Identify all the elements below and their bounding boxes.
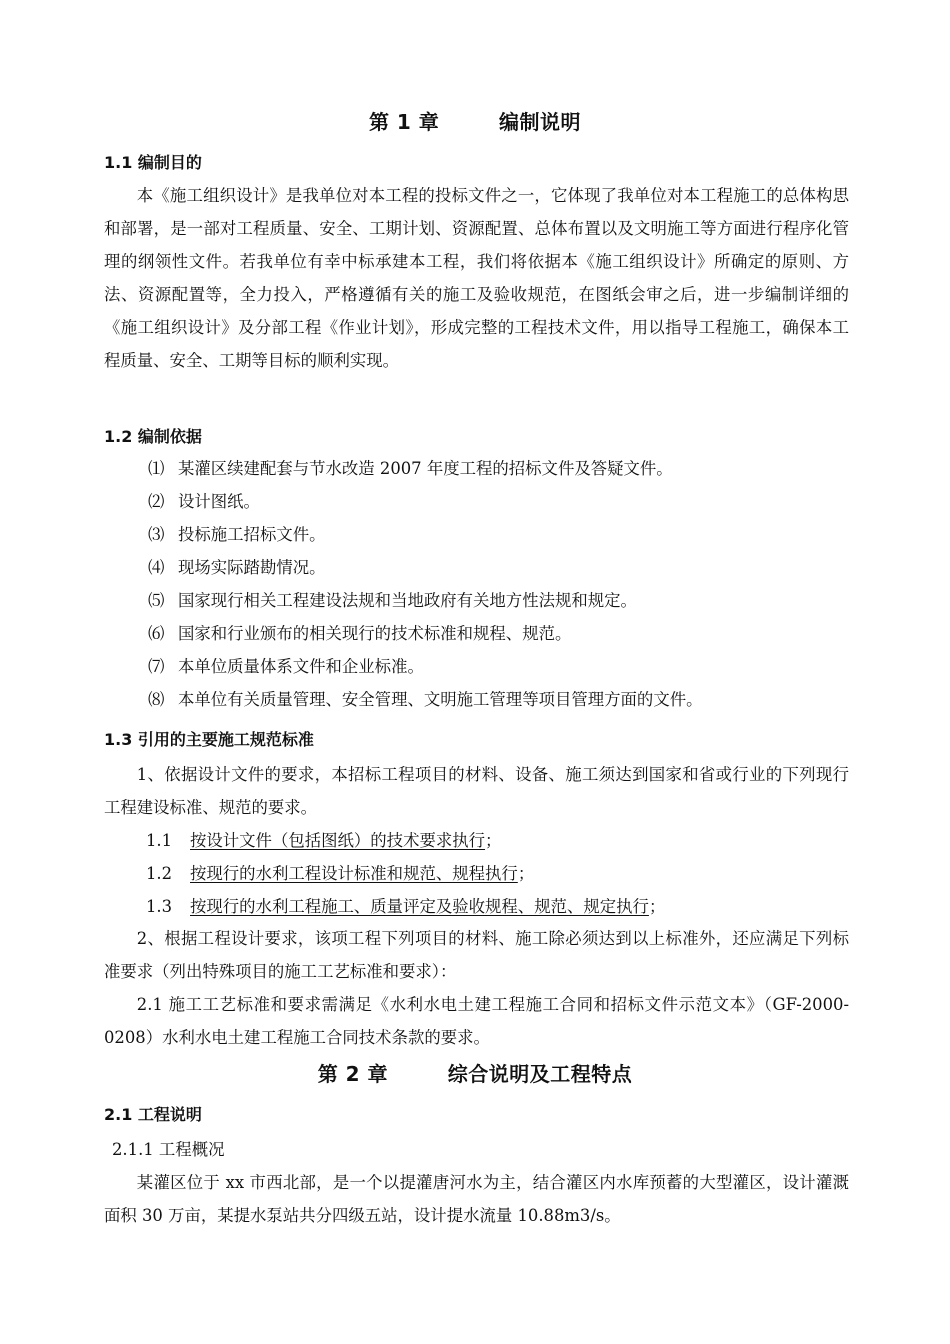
basis-item-number: ⑶ xyxy=(148,525,165,544)
basis-item-text: 本单位有关质量管理、安全管理、文明施工管理等项目管理方面的文件。 xyxy=(178,690,703,709)
basis-item-number: ⑹ xyxy=(148,624,165,643)
standard-item-number: 1.1 xyxy=(146,831,173,850)
standard-item-text: 按现行的水利工程施工、质量评定及验收规程、规范、规定执行 xyxy=(190,897,649,916)
basis-item-text: 国家现行相关工程建设法规和当地政府有关地方性法规和规定。 xyxy=(178,591,637,610)
basis-item xyxy=(148,457,673,481)
section-2-1-heading: 2.1 工程说明 xyxy=(104,1105,202,1124)
basis-item-text: 国家和行业颁布的相关现行的技术标准和规程、规范。 xyxy=(178,624,572,643)
basis-item-text: 设计图纸。 xyxy=(178,492,260,511)
basis-item xyxy=(148,490,260,514)
standard-item-punct: ； xyxy=(517,864,535,883)
standard-item-text: 按现行的水利工程设计标准和规范、规程执行 xyxy=(190,864,518,883)
section-2-1-1-paragraph: 某灌区位于 xx 市西北部，是一个以提灌唐河水为主，结合灌区内水库预蓄的大型灌区，设计灌溉面积 30 万亩，某提水泵站共分四级五站，设计提水流量 10.88m3/s。 xyxy=(104,1173,849,1225)
section-1-1-paragraph: 本《施工组织设计》是我单位对本工程的投标文件之一，它体现了我单位对本工程施工的总体构思和部署，是一部对工程质量、安全、工期计划、资源配置、总体布置以及文明施工等方面进行程序化管理的纲领性文件。若我单位有幸中标承建本工程，我们将依据本《施工组织设计》所确定的原则、方法、资源配置等，全力投入，严格遵循有关的施工及验收规范，在图纸会审之后，进一步编制详细的《施工组织设计》及分部工程《作业计划》，形成完整的工程技术文件，用以指导工程施工，确保本工程质量、安全、工期等目标的顺利实现。 xyxy=(104,186,849,370)
section-1-3-paragraph-3: 2.1 施工工艺标准和要求需满足《水利水电土建工程施工合同和招标文件示范文本》（GF-2000-0208）水利水电土建工程施工合同技术条款的要求。 xyxy=(104,995,849,1047)
basis-item-number: ⑻ xyxy=(148,690,165,709)
standard-item-number: 1.3 xyxy=(146,897,173,916)
basis-item-text: 某灌区续建配套与节水改造 2007 年度工程的招标文件及答疑文件。 xyxy=(178,459,673,478)
basis-item-text: 本单位质量体系文件和企业标准。 xyxy=(178,657,424,676)
standard-item-text: 按设计文件（包括图纸）的技术要求执行 xyxy=(190,831,486,850)
section-1-2-heading: 1.2 编制依据 xyxy=(104,427,202,446)
basis-item xyxy=(148,589,637,613)
basis-item-number: ⑴ xyxy=(148,459,165,478)
section-2-1-1-heading: 2.1.1 工程概况 xyxy=(112,1140,225,1159)
section-1-3-heading: 1.3 引用的主要施工规范标准 xyxy=(104,730,314,749)
basis-item xyxy=(148,523,326,547)
section-1-3-paragraph-2: 2、根据工程设计要求，该项工程下列项目的材料、施工除必须达到以上标准外，还应满足下列标准要求（列出特殊项目的施工工艺标准和要求）： xyxy=(104,929,849,981)
standard-item xyxy=(146,895,665,919)
basis-item xyxy=(148,655,424,679)
basis-item xyxy=(148,622,571,646)
basis-item xyxy=(148,556,326,580)
basis-item-number: ⑷ xyxy=(148,558,165,577)
basis-item-text: 投标施工招标文件。 xyxy=(178,525,326,544)
section-1-3-paragraph-1: 1、依据设计文件的要求，本招标工程项目的材料、设备、施工须达到国家和省或行业的下列现行工程建设标准、规范的要求。 xyxy=(104,765,849,817)
standard-item-number: 1.2 xyxy=(146,864,173,883)
basis-item xyxy=(148,688,703,712)
standard-item xyxy=(146,862,534,886)
standard-item-punct: ； xyxy=(485,831,502,850)
chapter-2-title: 第 2 章 综合说明及工程特点 xyxy=(317,1062,633,1086)
section-1-1-heading: 1.1 编制目的 xyxy=(104,153,202,172)
basis-item-number: ⑺ xyxy=(148,657,165,676)
standard-item xyxy=(146,829,501,853)
standard-item-punct: ； xyxy=(648,897,666,916)
basis-item-number: ⑸ xyxy=(148,591,165,610)
basis-item-number: ⑵ xyxy=(148,492,165,511)
chapter-1-title: 第 1 章 编制说明 xyxy=(368,110,582,134)
basis-item-text: 现场实际踏勘情况。 xyxy=(178,558,326,577)
